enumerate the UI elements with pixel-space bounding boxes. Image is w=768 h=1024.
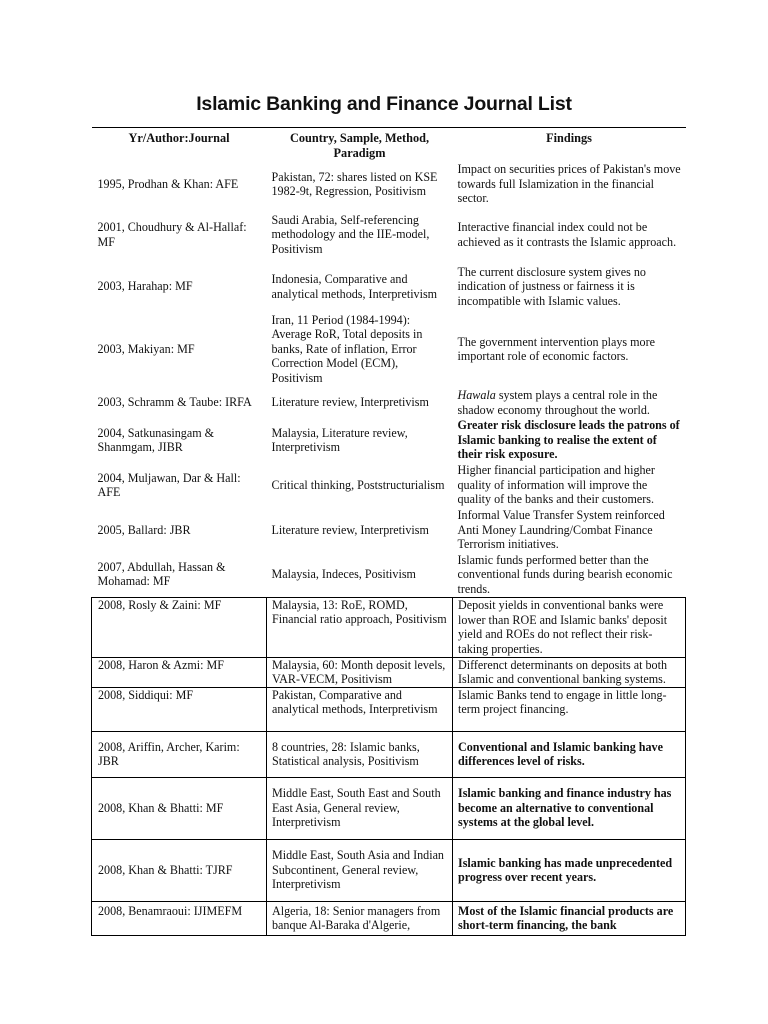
hawala-term: Hawala — [457, 388, 496, 402]
journal-table — [91, 127, 686, 936]
cell-author: 2004, Muljawan, Dar & Hall: AFE — [97, 470, 241, 499]
cell-findings: Most of the Islamic financial products are short-term financing, the bank — [453, 901, 686, 935]
cell-method: Iran, 11 Period (1984-1994): Average RoR, Total deposits in banks, Rate of inflation, Error Correction Model (ECM), Positivism — [271, 312, 423, 385]
table-row — [92, 418, 686, 462]
table-row — [92, 777, 686, 839]
cell-author: 2004, Satkunasingam & Shanmgam, JIBR — [97, 425, 215, 454]
table-header-row — [92, 128, 686, 162]
cell-author: 2008, Benamraoui: IJIMEFM — [92, 901, 267, 935]
table-row — [92, 552, 686, 597]
table-row — [92, 657, 686, 687]
cell-author: 2003, Makiyan: MF — [97, 341, 195, 356]
table-row — [92, 262, 686, 311]
cell-findings: Conventional and Islamic banking have differences level of risks. — [453, 731, 686, 777]
cell-author: 2008, Rosly & Zaini: MF — [92, 597, 267, 657]
cell-author: 2001, Choudhury & Al-Hallaf: MF — [97, 220, 247, 249]
cell-method: Pakistan, Comparative and analytical methods, Interpretivism — [267, 687, 453, 731]
cell-findings: Islamic banking has made unprecedented progress over recent years. — [453, 839, 686, 901]
cell-findings: Islamic Banks tend to engage in little long-term project financing. — [453, 687, 686, 731]
cell-method: Literature review, Interpretivism — [271, 395, 429, 410]
cell-findings: Deposit yields in conventional banks were lower than ROE and Islamic banks' deposit yield and ROEs do not reflect their risk-taking properties. — [453, 597, 686, 657]
cell-findings: Impact on securities prices of Pakistan's move towards full Islamization in the financial sector. — [457, 162, 681, 206]
cell-method: Algeria, 18: Senior managers from banque Al-Baraka d'Algerie, — [267, 901, 453, 935]
table-row — [92, 161, 686, 207]
table-row — [92, 462, 686, 508]
cell-method: Middle East, South East and South East Asia, General review, Interpretivism — [267, 777, 453, 839]
cell-findings: Islamic banking and finance industry has become an alternative to conventional systems at the global level. — [453, 777, 686, 839]
cell-method: Malaysia, 13: RoE, ROMD, Financial ratio approach, Positivism — [267, 597, 453, 657]
cell-findings: Interactive financial index could not be achieved as it contrasts the Islamic approach. — [457, 220, 677, 249]
cell-method: Saudi Arabia, Self-referencing methodology and the IIE-model, Positivism — [271, 212, 430, 256]
cell-author: 2008, Ariffin, Archer, Karim: JBR — [92, 731, 267, 777]
cell-author: 2008, Khan & Bhatti: TJRF — [92, 839, 267, 901]
cell-method: Pakistan, 72: shares listed on KSE 1982-9t, Regression, Positivism — [271, 169, 438, 198]
table-row — [92, 901, 686, 935]
cell-method: Literature review, Interpretivism — [271, 522, 429, 537]
table-row — [92, 508, 686, 552]
table-row — [92, 387, 686, 418]
cell-method: Malaysia, Literature review, Interpretivism — [271, 425, 408, 454]
cell-author: 2003, Harahap: MF — [97, 279, 193, 294]
cell-findings: Differenct determinants on deposits at both Islamic and conventional banking systems. — [453, 657, 686, 687]
cell-author: 1995, Prodhan & Khan: AFE — [97, 176, 239, 191]
table-row — [92, 207, 686, 262]
cell-findings: Higher financial participation and higher quality of information will improve the quality of the banks and their customers. — [457, 463, 655, 507]
findings-text: system plays a central role in the shadow economy throughout the world. — [457, 388, 658, 417]
table-row — [92, 311, 686, 387]
cell-author: 2008, Haron & Azmi: MF — [92, 657, 267, 687]
table-row — [92, 687, 686, 731]
cell-author: 2005, Ballard: JBR — [97, 522, 191, 537]
cell-method: Indonesia, Comparative and analytical methods, Interpretivism — [271, 272, 438, 301]
page-title: Islamic Banking and Finance Journal List — [196, 93, 572, 115]
cell-findings — [453, 387, 686, 418]
cell-findings: Informal Value Transfer System reinforced Anti Money Laundring/Combat Finance Terrorism initiatives. — [457, 508, 665, 552]
cell-method: 8 countries, 28: Islamic banks, Statistical analysis, Positivism — [267, 731, 453, 777]
header-author: Yr/Author:Journal — [92, 128, 267, 162]
cell-findings: The government intervention plays more important role of economic factors. — [457, 334, 655, 363]
cell-findings: The current disclosure system gives no indication of justness or fairness it is incompatible with Islamic values. — [457, 264, 646, 308]
cell-author: 2007, Abdullah, Hassan & Mohamad: MF — [97, 559, 226, 589]
cell-method: Malaysia, Indeces, Positivism — [271, 567, 416, 581]
header-findings: Findings — [453, 128, 686, 162]
cell-author: 2008, Siddiqui: MF — [92, 687, 267, 731]
cell-findings: Islamic funds performed better than the conventional funds during bearish economic trends. — [457, 552, 673, 596]
header-method: Country, Sample, Method, Paradigm — [267, 128, 453, 162]
cell-method: Critical thinking, Poststructurialism — [271, 477, 445, 492]
cell-method: Malaysia, 60: Month deposit levels, VAR-VECM, Positivism — [267, 657, 453, 687]
cell-author: 2008, Khan & Bhatti: MF — [92, 777, 267, 839]
table-row — [92, 597, 686, 657]
cell-method: Middle East, South Asia and Indian Subcontinent, General review, Interpretivism — [267, 839, 453, 901]
cell-author: 2003, Schramm & Taube: IRFA — [97, 395, 252, 410]
table-row — [92, 731, 686, 777]
cell-findings: Greater risk disclosure leads the patrons of Islamic banking to realise the extent of their risk exposure. — [457, 418, 680, 462]
table-row — [92, 839, 686, 901]
